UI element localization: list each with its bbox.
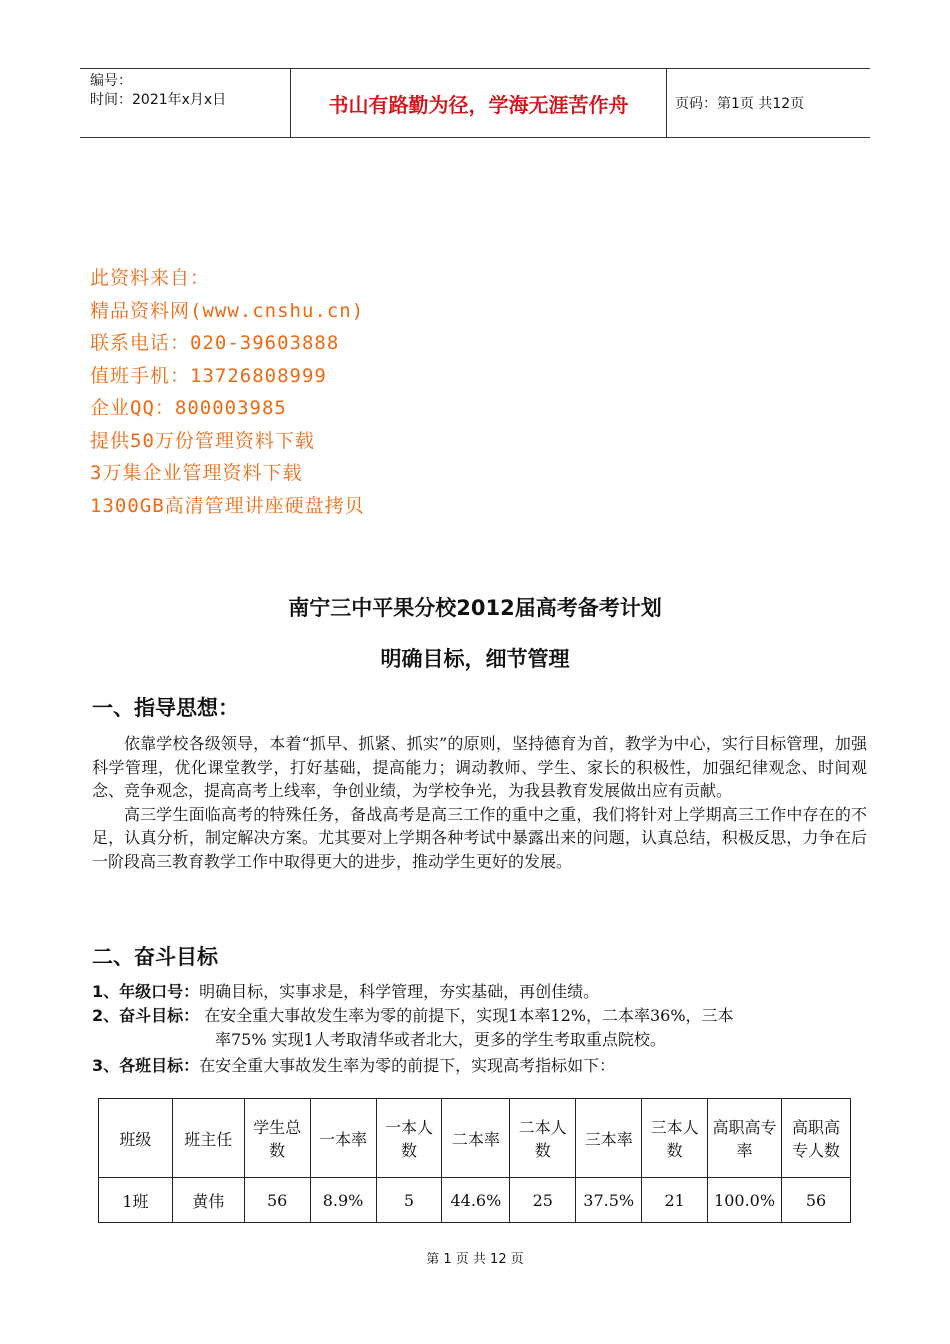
goal-label: 2、奋斗目标：	[92, 1006, 200, 1025]
column-header: 高职高专人数	[782, 1099, 851, 1178]
table-cell: 37.5%	[576, 1178, 642, 1223]
header-motto: 书山有路勤为径，学海无涯苦作舟	[291, 69, 667, 137]
column-header: 三本人数	[642, 1099, 708, 1178]
table-cell: 1班	[99, 1178, 173, 1223]
table-cell: 25	[510, 1178, 576, 1223]
promo-block	[90, 262, 365, 522]
promo-line: 提供50万份管理资料下载	[90, 429, 315, 452]
column-header: 班主任	[172, 1099, 244, 1178]
column-header: 高职高专率	[708, 1099, 782, 1178]
goal-text: 明确目标，实事求是，科学管理，夯实基础，再创佳绩。	[199, 982, 600, 1001]
table-row	[99, 1178, 851, 1223]
column-header: 班级	[99, 1099, 173, 1178]
column-header: 三本率	[576, 1099, 642, 1178]
doc-subtitle: 明确目标，细节管理	[380, 647, 570, 671]
table-cell: 56	[782, 1178, 851, 1223]
promo-line: 值班手机：13726808999	[90, 364, 327, 387]
section-guiding-body	[92, 732, 867, 873]
promo-line: 此资料来自：	[90, 267, 211, 289]
goal-text: 在安全重大事故发生率为零的前提下，实现高考指标如下：	[199, 1056, 616, 1075]
section-heading-goals: 二、奋斗目标	[92, 945, 218, 969]
promo-line: 精品资料网(www.cnshu.cn)	[90, 299, 365, 322]
promo-line: 3万集企业管理资料下载	[90, 462, 303, 484]
column-header: 二本率	[442, 1099, 510, 1178]
goal-text: 在安全重大事故发生率为零的前提下，实现1本率12%，二本率36%，三本	[199, 1006, 734, 1025]
table-cell: 56	[244, 1178, 310, 1223]
section-heading-guiding: 一、指导思想：	[92, 696, 239, 720]
serial-label: 编号：	[90, 73, 132, 89]
goal-text-continued: 率75% 实现1人考取清华或者北大，更多的学生考取重点院校。	[215, 1030, 666, 1049]
column-header: 一本人数	[376, 1099, 442, 1178]
table-cell: 5	[376, 1178, 442, 1223]
document-header	[80, 68, 870, 138]
table-cell: 21	[642, 1178, 708, 1223]
time-label: 时间：2021年x月x日	[90, 92, 227, 108]
promo-line: 企业QQ：800003985	[90, 397, 287, 419]
table-cell: 黄伟	[172, 1178, 244, 1223]
column-header: 一本率	[310, 1099, 376, 1178]
goal-item-slogan	[92, 980, 867, 1004]
header-meta	[80, 69, 291, 137]
class-target-table	[98, 1098, 851, 1223]
goal-item-class-targets	[92, 1054, 867, 1078]
column-header: 二本人数	[510, 1099, 576, 1178]
table-cell: 100.0%	[708, 1178, 782, 1223]
promo-line: 1300GB高清管理讲座硬盘拷贝	[90, 494, 365, 517]
goal-item-targets	[92, 1004, 867, 1052]
page-footer: 第 1 页 共 12 页	[426, 1252, 524, 1267]
table-cell: 44.6%	[442, 1178, 510, 1223]
goal-label: 3、各班目标：	[92, 1056, 200, 1075]
header-page-info: 页码：第1页 共12页	[675, 96, 805, 112]
promo-line: 联系电话：020-39603888	[90, 332, 340, 354]
doc-title: 南宁三中平果分校2012届高考备考计划	[288, 596, 662, 620]
table-cell: 8.9%	[310, 1178, 376, 1223]
paragraph: 高三学生面临高考的特殊任务，备战高考是高三工作的重中之重，我们将针对上学期高三工作中存在的不足，认真分析，制定解决方案。尤其要对上学期各种考试中暴露出来的问题，认真总结，积极反思，力争在后一阶段高三教育教学工作中取得更大的进步，推动学生更好的发展。	[92, 804, 867, 871]
paragraph: 依靠学校各级领导，本着“抓早、抓紧、抓实”的原则，坚持德育为首，教学为中心，实行目标管理，加强科学管理，优化课堂教学，打好基础，提高能力；调动教师、学生、家长的积极性，加强纪律观念、时间观念、竞争观念，提高高考上线率，争创业绩，为学校争光，为我县教育发展做出应有贡献。	[92, 734, 867, 800]
table-header-row	[99, 1099, 851, 1178]
goal-label: 1、年级口号：	[92, 982, 200, 1001]
column-header: 学生总数	[244, 1099, 310, 1178]
